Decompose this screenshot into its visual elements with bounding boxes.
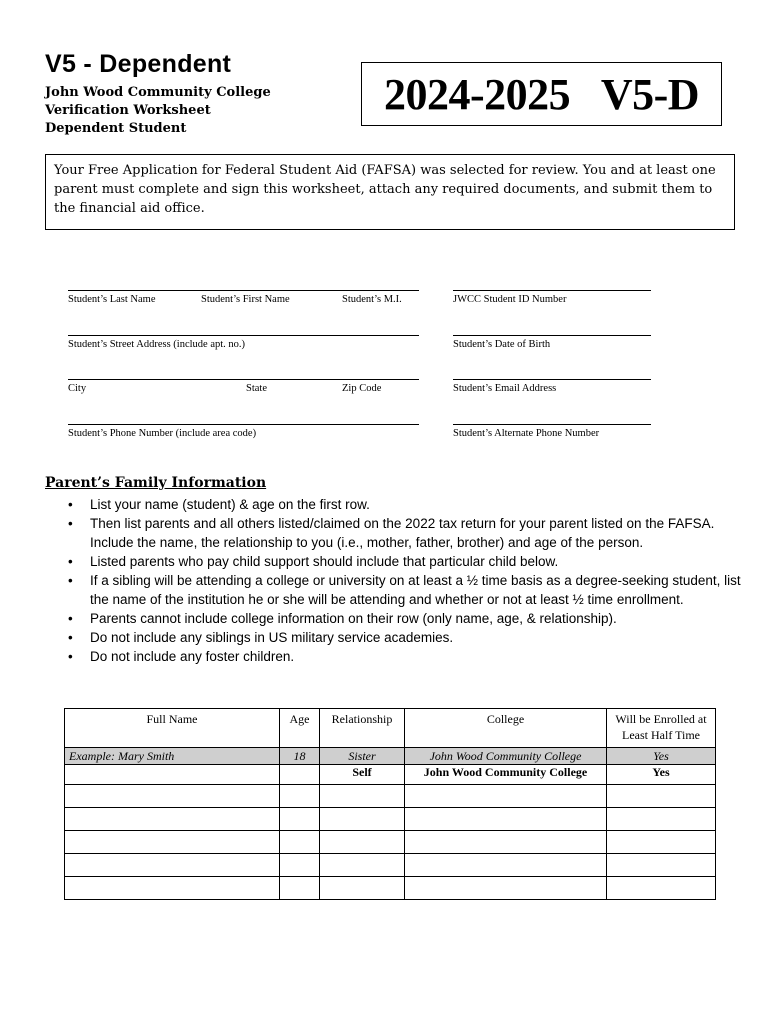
state-label: State: [246, 383, 267, 394]
name-cell[interactable]: [65, 808, 280, 831]
date-of-birth-label: Student’s Date of Birth: [453, 339, 551, 350]
age-cell[interactable]: [280, 785, 320, 808]
college-cell[interactable]: [405, 785, 607, 808]
form-subtitle: [45, 84, 345, 138]
example-age: 18: [280, 748, 320, 765]
self-name-cell[interactable]: [65, 765, 280, 785]
bullet-icon: •: [68, 497, 73, 512]
enrollment-header: Will be Enrolled at Least Half Time: [607, 709, 716, 748]
age-cell[interactable]: [280, 877, 320, 900]
self-row: [65, 765, 716, 785]
age-cell[interactable]: [280, 854, 320, 877]
instruction-item: • If a sibling will be attending a college or university on at least a ½ time basis as a degree-seeking student, list the name of the institution he or she will be attending and whether or not at least ½ time enrollment.: [68, 573, 741, 607]
relationship-cell[interactable]: [320, 831, 405, 854]
family-members-table: [64, 708, 716, 900]
student-type: Dependent Student: [45, 121, 187, 136]
zip-label: Zip Code: [342, 383, 382, 394]
college-header: College: [405, 709, 607, 748]
worksheet-name: Verification Worksheet: [45, 103, 211, 118]
college-cell[interactable]: [405, 877, 607, 900]
name-cell[interactable]: [65, 854, 280, 877]
college-cell[interactable]: [405, 808, 607, 831]
table-row: [65, 877, 716, 900]
name-cell[interactable]: [65, 831, 280, 854]
college-cell[interactable]: [405, 854, 607, 877]
name-cell[interactable]: [65, 877, 280, 900]
table-header-row: [65, 709, 716, 748]
bullet-icon: •: [68, 516, 73, 531]
relationship-header: Relationship: [320, 709, 405, 748]
table-row: [65, 854, 716, 877]
student-id-field[interactable]: [453, 290, 651, 305]
alt-phone-field[interactable]: [453, 424, 651, 439]
enrollment-cell[interactable]: [607, 877, 716, 900]
enrollment-cell[interactable]: [607, 808, 716, 831]
instruction-item: • Then list parents and all others listed/claimed on the 2022 tax return for your parent listed on the FAFSA. Include the name, the relationship to you (i.e., mother, father, brother) and age of the person.: [68, 516, 715, 550]
instruction-item: • Parents cannot include college information on their row (only name, age, & relationship).: [68, 611, 617, 626]
city-state-zip-field[interactable]: [68, 379, 419, 394]
relationship-cell[interactable]: [320, 877, 405, 900]
bullet-icon: •: [68, 554, 73, 569]
award-year-code: 2024-2025 V5-D: [361, 62, 722, 126]
example-enrollment: Yes: [607, 748, 716, 765]
relationship-cell[interactable]: [320, 785, 405, 808]
relationship-cell[interactable]: [320, 854, 405, 877]
phone-label: Student’s Phone Number (include area code): [68, 428, 257, 439]
instruction-item: • List your name (student) & age on the first row.: [68, 497, 370, 512]
email-field[interactable]: [453, 379, 651, 394]
enrollment-cell[interactable]: [607, 785, 716, 808]
enrollment-cell[interactable]: [607, 854, 716, 877]
middle-initial-label: Student’s M.I.: [342, 294, 402, 305]
relationship-cell[interactable]: [320, 808, 405, 831]
bullet-icon: •: [68, 630, 73, 645]
age-cell[interactable]: [280, 808, 320, 831]
city-label: City: [68, 383, 87, 394]
college-cell[interactable]: [405, 831, 607, 854]
self-age-cell[interactable]: [280, 765, 320, 785]
table-row: [65, 808, 716, 831]
self-college: John Wood Community College: [405, 765, 607, 785]
college-name: John Wood Community College: [45, 85, 271, 100]
bullet-icon: •: [68, 573, 73, 588]
self-relationship: Self: [320, 765, 405, 785]
example-college: John Wood Community College: [405, 748, 607, 765]
instruction-item: • Do not include any siblings in US military service academies.: [68, 630, 454, 645]
instruction-item: • Do not include any foster children.: [68, 649, 295, 664]
date-of-birth-field[interactable]: [453, 335, 651, 350]
phone-field[interactable]: [68, 424, 419, 439]
self-enrollment: Yes: [607, 765, 716, 785]
last-name-field[interactable]: [68, 290, 419, 305]
table-row: [65, 785, 716, 808]
enrollment-cell[interactable]: [607, 831, 716, 854]
street-address-field[interactable]: [68, 335, 419, 350]
form-title: V5 - Dependent: [45, 50, 232, 78]
student-id-label: JWCC Student ID Number: [453, 294, 567, 305]
alt-phone-label: Student’s Alternate Phone Number: [453, 428, 600, 439]
name-cell[interactable]: [65, 785, 280, 808]
intro-notice: Your Free Application for Federal Student Aid (FAFSA) was selected for review. You and at least one parent must complete and sign this worksheet, attach any required documents, and submit them to the financial aid office.: [45, 154, 735, 230]
table-row: [65, 831, 716, 854]
bullet-icon: •: [68, 649, 73, 664]
age-header: Age: [280, 709, 320, 748]
example-row: [65, 748, 716, 765]
email-label: Student’s Email Address: [453, 383, 557, 394]
street-address-label: Student’s Street Address (include apt. no.): [68, 339, 246, 350]
instruction-item: • Listed parents who pay child support should include that particular child below.: [68, 554, 559, 569]
bullet-icon: •: [68, 611, 73, 626]
age-cell[interactable]: [280, 831, 320, 854]
first-name-label: Student’s First Name: [201, 294, 290, 305]
last-name-label: Student’s Last Name: [68, 294, 156, 305]
family-info-heading: Parent’s Family Information: [45, 475, 267, 491]
full-name-header: Full Name: [65, 709, 280, 748]
instructions-list: [45, 495, 745, 666]
example-relationship: Sister: [320, 748, 405, 765]
example-name: Example: Mary Smith: [65, 748, 280, 765]
